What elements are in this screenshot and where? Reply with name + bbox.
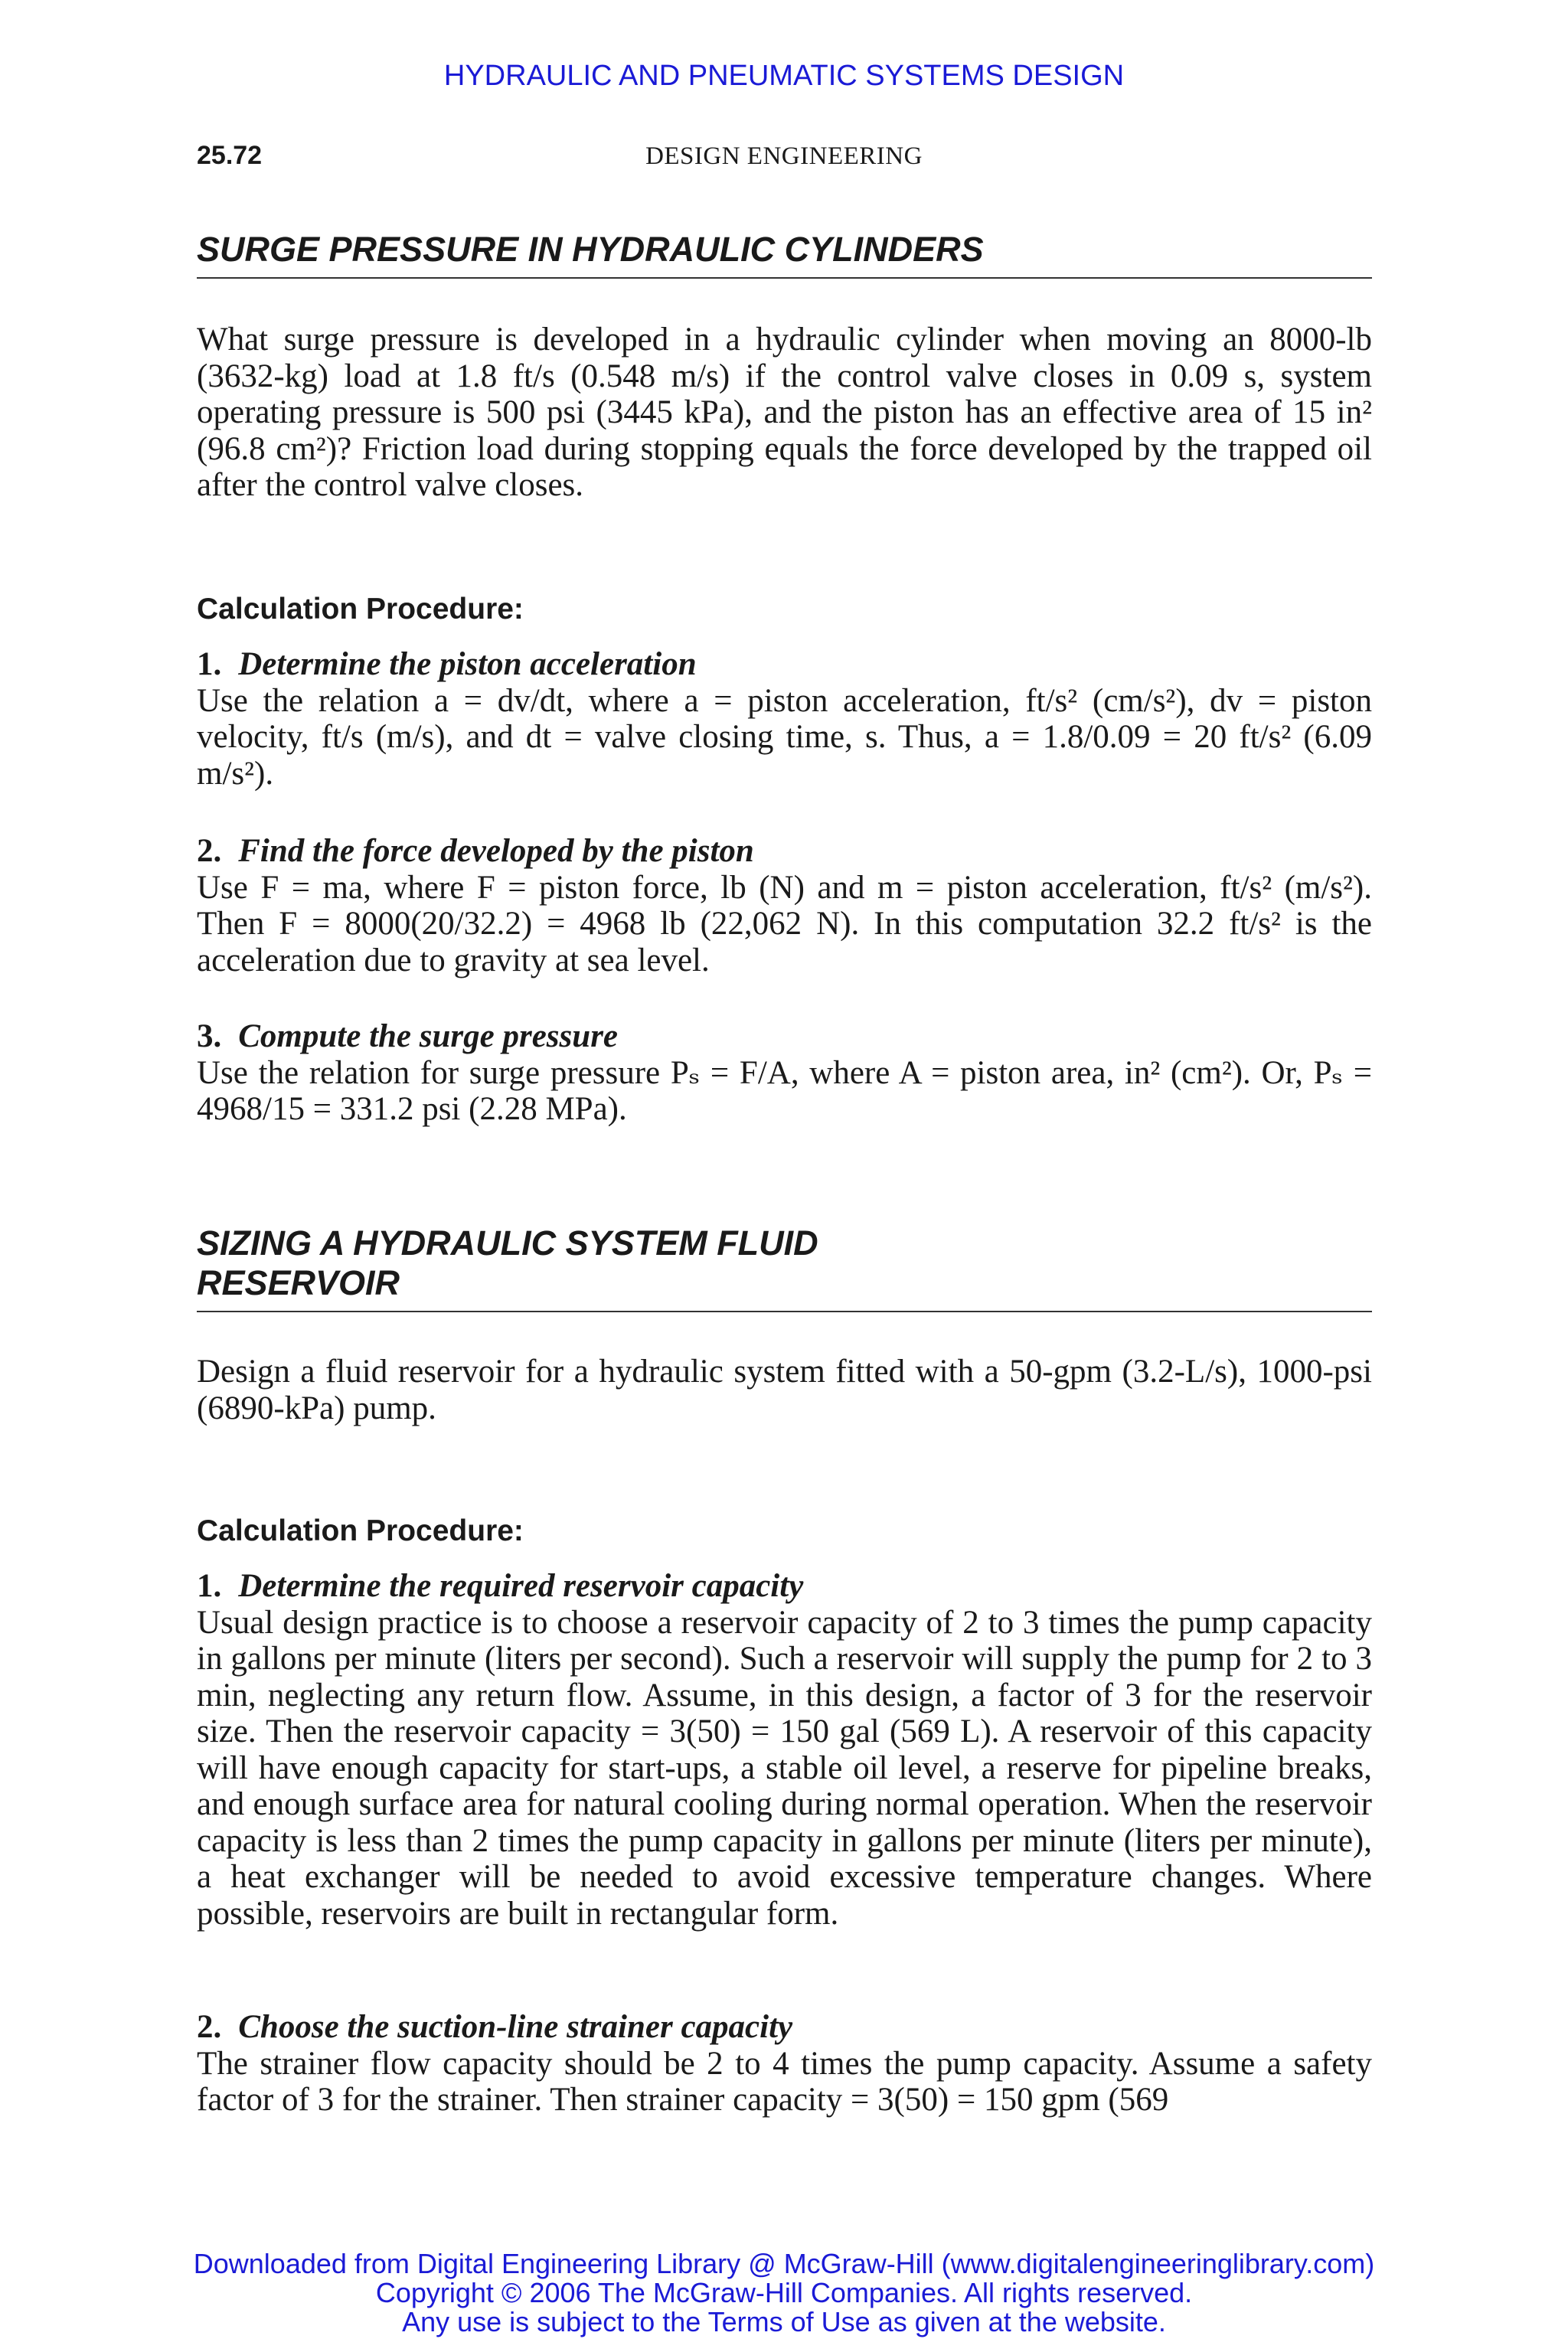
section-title-line-1: SIZING A HYDRAULIC SYSTEM FLUID [197,1223,818,1263]
step-title: Determine the piston acceleration [238,646,697,682]
step-1 [197,646,1372,792]
section-title [197,1223,1372,1311]
page-number: 25.72 [197,141,263,170]
running-head: DESIGN ENGINEERING [645,142,923,170]
step-number: 1. [197,1568,222,1604]
step-heading [197,1568,1372,1605]
step-3 [197,1018,1372,1128]
step-number: 2. [197,833,222,869]
step-text: Use the relation for surge pressure Pₛ = F/A, where A = piston area, in² (cm²). Or, Pₛ = 4968/15 = 331.2 psi (2.28 MPa). [197,1054,1372,1127]
step-2 [197,833,1372,978]
step-title: Compute the surge pressure [238,1018,619,1054]
step-heading [197,1018,1372,1055]
book-title-link[interactable]: HYDRAULIC AND PNEUMATIC SYSTEMS DESIGN [443,60,1125,92]
section-rule [197,277,1372,279]
calculation-procedure [197,1513,1372,1549]
problem-text: Design a fluid reservoir for a hydraulic system fitted with a 50-gpm (3.2-L/s), 1000-psi (6890-kPa) pump. [197,1354,1372,1426]
step-text: Use the relation a = dv/dt, where a = piston acceleration, ft/s² (cm/s²), dv = piston velocity, ft/s (m/s), and dt = valve closing time, s. Thus, a = 1.8/0.09 = 20 ft/s² (6.09 m/s²). [197,682,1372,792]
problem-statement [197,1354,1372,1426]
calculation-procedure [197,591,1372,627]
footer-download-link[interactable]: Downloaded from Digital Engineering Library @ McGraw-Hill (www.digitalengineeringlibrary.com) [193,2248,1375,2279]
step-2 [197,2009,1372,2118]
step-text: Usual design practice is to choose a reservoir capacity of 2 to 3 times the pump capacity in gallons per minute (liters per second). Such a reservoir will supply the pump for 2 to 3 min, neglecting any return flow. Assume, in this design, a factor of 3 for the reservoir size. Then the reservoir capacity = 3(50) = 150 gal (569 L). A reservoir of this capacity will have enough capacity for start-ups, a stable oil level, a reserve for pipeline breaks, and enough surface area for natural cooling during normal operation. When the reservoir capacity is less than 2 times the pump capacity in gallons per minute (liters per minute), a heat exchanger will be needed to avoid excessive temperature changes. Where possible, reservoirs are built in rectangular form. [197,1604,1372,1932]
footer-terms[interactable]: Any use is subject to the Terms of Use as given at the website. [402,2306,1166,2337]
step-text: The strainer flow capacity should be 2 to 4 times the pump capacity. Assume a safety factor of 3 for the strainer. Then strainer capacity = 3(50) = 150 gpm (569 [197,2045,1372,2118]
step-heading [197,646,1372,683]
step-heading [197,833,1372,870]
problem-statement [197,322,1372,504]
problem-text: What surge pressure is developed in a hydraulic cylinder when moving an 8000-lb (3632-kg) load at 1.8 ft/s (0.548 m/s) if the control valve closes in 0.09 s, system operating pressure is 500 psi (3445 kPa), and the piston has an effective area of 15 in² (96.8 cm²)? Friction load during stopping equals the force developed by the trapped oil after the control valve closes. [197,322,1372,503]
step-number: 2. [197,2009,222,2045]
section-rule [197,1311,1372,1312]
step-number: 3. [197,1018,222,1054]
step-number: 1. [197,646,222,682]
procedure-label: Calculation Procedure: [197,1514,524,1547]
step-title: Choose the suction-line strainer capacity [238,2009,793,2045]
footer-copyright: Copyright © 2006 The McGraw-Hill Companies. All rights reserved. [375,2277,1193,2308]
step-1 [197,1568,1372,1932]
step-title: Find the force developed by the piston [238,833,754,869]
section-title: SURGE PRESSURE IN HYDRAULIC CYLINDERS [197,230,984,269]
step-title: Determine the required reservoir capacity [238,1568,804,1604]
section-title-line-2: RESERVOIR [197,1263,400,1302]
step-heading [197,2009,1372,2046]
section-surge-pressure [197,230,1372,279]
section-reservoir-sizing [197,1223,1372,1312]
procedure-label: Calculation Procedure: [197,593,524,626]
step-text: Use F = ma, where F = piston force, lb (N) and m = piston acceleration, ft/s² (m/s²). Then F = 8000(20/32.2) = 4968 lb (22,062 N). In this computation 32.2 ft/s² is the acceleration due to gravity at sea level. [197,869,1372,978]
